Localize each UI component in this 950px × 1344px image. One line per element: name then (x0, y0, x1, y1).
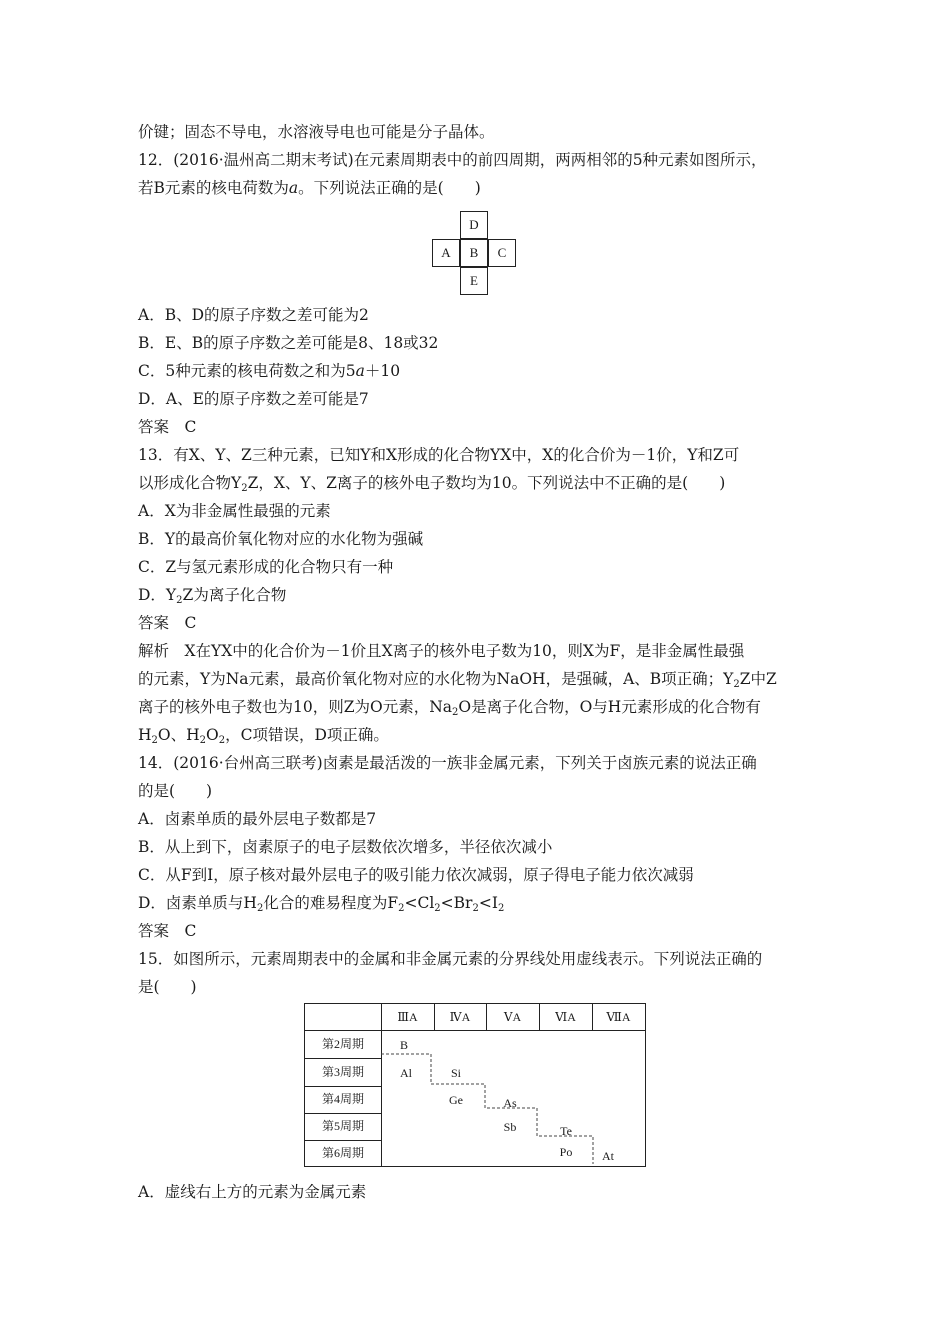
q14-stem-line2: 的是( ) (138, 782, 213, 800)
element-po: Po (559, 1145, 573, 1159)
period-label-4: 第4周期 (321, 1092, 364, 1106)
period-label-5: 第5周期 (321, 1119, 364, 1133)
q13-analysis-line3: 离子的核外电子数也为10，则Z为O元素，$Na_2O$是离子化合物，O与H元素形成的化合物有 (138, 698, 761, 718)
group-header-5a: ⅤA (503, 1010, 522, 1024)
q13-stem-line2: 以形成化合物$Y_2Z$，X、Y、Z离子的核外电子数均为10。下列说法中不正确的是( ) (138, 474, 726, 494)
q13-analysis-line2: 的元素，Y为Na元素，最高价氧化物对应的水化物为NaOH，是强碱，A、B项正确；$Y_2Z$中Z (138, 670, 777, 690)
period-label-6: 第6周期 (321, 1146, 364, 1160)
metal-nonmetal-boundary (305, 1004, 647, 1168)
q13-analysis-line4: $H_2O$、$H_2O_2$，C项错误，D项正确。 (138, 726, 389, 746)
element-te: Te (560, 1124, 572, 1138)
q13-option-b: B．Y的最高价氧化物对应的水化物为强碱 (138, 530, 424, 548)
group-header-3a: ⅢA (397, 1010, 418, 1024)
element-al: Al (400, 1066, 412, 1080)
periodic-table-figure (304, 1003, 646, 1167)
q14-option-b: B．从上到下，卤素原子的电子层数依次增多，半径依次减小 (138, 838, 553, 856)
element-ge: Ge (449, 1093, 463, 1107)
element-as: As (503, 1096, 517, 1110)
diagram-cell-d: D (460, 211, 488, 239)
q12-answer: 答案 C (138, 418, 197, 436)
q12-option-b: B．E、B的原子序数之差可能是8、18或32 (138, 334, 439, 352)
q13-option-c: C．Z与氢元素形成的化合物只有一种 (138, 558, 394, 576)
group-header-6a: ⅥA (555, 1010, 576, 1024)
diagram-cell-e: E (460, 267, 488, 295)
element-sb: Sb (503, 1120, 517, 1134)
q15-stem-line2: 是( ) (138, 978, 197, 996)
diagram-cell-b: B (460, 239, 488, 267)
element-at: At (602, 1149, 614, 1163)
q13-answer: 答案 C (138, 614, 197, 632)
period-label-3: 第3周期 (321, 1065, 364, 1079)
q14-option-d: D．卤素单质与$H_2$化合的难易程度为$F_2<Cl_2<Br_2<I_2$ (138, 894, 505, 914)
q15-stem-line1: 15．如图所示，元素周期表中的金属和非金属元素的分界线处用虚线表示。下列说法正确的 (138, 950, 763, 968)
q12-stem-line2: 若B元素的核电荷数为a。下列说法正确的是( ) (138, 179, 481, 197)
element-b: B (399, 1038, 408, 1052)
q14-option-a: A．卤素单质的最外层电子数都是7 (138, 810, 377, 828)
q14-answer: 答案 C (138, 922, 197, 940)
q14-option-c: C．从F到I，原子核对最外层电子的吸引能力依次减弱，原子得电子能力依次减弱 (138, 866, 694, 884)
diagram-cell-a: A (432, 239, 460, 267)
element-si: Si (450, 1066, 461, 1080)
intro-line: 价键；固态不导电，水溶液导电也可能是分子晶体。 (138, 123, 495, 141)
period-label-2: 第2周期 (321, 1037, 364, 1051)
diagram-cell-c: C (488, 239, 516, 267)
q12-option-a: A．B、D的原子序数之差可能为2 (138, 306, 369, 324)
q12-option-d: D．A、E的原子序数之差可能是7 (138, 390, 369, 408)
q12-stem-line1: 12．(2016·温州高二期末考试)在元素周期表中的前四周期，两两相邻的5种元素如图所示， (138, 151, 767, 169)
q13-option-a: A．X为非金属性最强的元素 (138, 502, 331, 520)
group-header-4a: ⅣA (449, 1010, 471, 1024)
q13-analysis-line1: 解析 X在YX中的化合价为－1价且X离子的核外电子数为10，则X为F，是非金属性最强 (138, 642, 745, 660)
q13-option-d: D．$Y_2Z$为离子化合物 (138, 586, 287, 606)
q15-option-a: A．虚线右上方的元素为金属元素 (138, 1183, 367, 1201)
q13-stem-line1: 13．有X、Y、Z三种元素，已知Y和X形成的化合物YX中，X的化合价为－1价，Y和Z可 (138, 446, 740, 464)
group-header-7a: ⅦA (606, 1010, 631, 1024)
q14-stem-line1: 14．(2016·台州高三联考)卤素是最活泼的一族非金属元素，下列关于卤族元素的说法正确 (138, 754, 757, 772)
q12-option-c: C．5种元素的核电荷数之和为5a＋10 (138, 362, 401, 380)
